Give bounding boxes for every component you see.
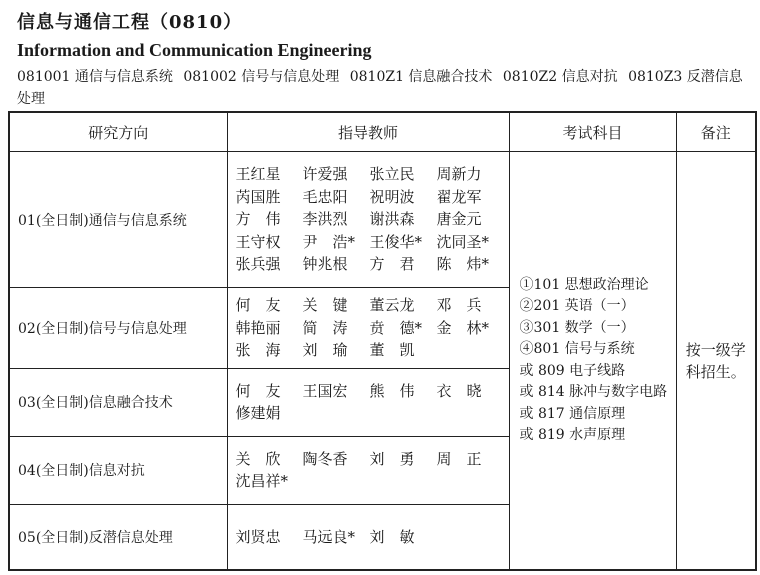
teacher-name: 王俊华* xyxy=(369,232,423,251)
teacher-name: 刘 敏 xyxy=(369,527,415,546)
teachers-cell xyxy=(227,288,509,369)
teacher-name: 关 欣 xyxy=(235,449,281,468)
teacher-name: 张立民 xyxy=(369,165,415,184)
teacher-name: 张 海 xyxy=(235,341,281,359)
teachers-cell xyxy=(227,504,509,570)
header-subjects: 考试科目 xyxy=(509,112,676,152)
teacher-line xyxy=(236,317,501,340)
teacher-name: 陶冬香 xyxy=(302,449,348,468)
teacher-name: 李洪烈 xyxy=(302,210,348,229)
teacher-name: 关 键 xyxy=(302,296,348,314)
teacher-name: 王守权 xyxy=(235,232,281,251)
teacher-line xyxy=(236,339,501,362)
teacher-line xyxy=(236,253,501,276)
teacher-name: 翟龙军 xyxy=(436,187,482,206)
teacher-line xyxy=(236,231,501,254)
direction-cell: 05(全日制)反潜信息处理 xyxy=(9,504,227,570)
direction-cell: 02(全日制)信号与信息处理 xyxy=(9,288,227,369)
discipline-codes xyxy=(17,66,747,110)
teacher-line xyxy=(236,402,501,425)
page-title-en: Information and Communication Engineering xyxy=(17,40,372,60)
teacher-name: 尹 浩* xyxy=(302,232,356,251)
teacher-name: 邓 兵 xyxy=(436,296,482,314)
teacher-line xyxy=(236,380,501,403)
teacher-line xyxy=(236,470,501,493)
teacher-name: 简 涛 xyxy=(302,318,348,337)
subject-item: 或 809 电子线路 xyxy=(519,362,626,379)
header-note: 备注 xyxy=(676,112,756,152)
teacher-name: 董云龙 xyxy=(369,296,415,314)
direction-cell: 01(全日制)通信与信息系统 xyxy=(9,152,227,288)
teacher-name: 韩艳丽 xyxy=(235,318,281,337)
direction-cell: 03(全日制)信息融合技术 xyxy=(9,368,227,436)
teacher-line xyxy=(236,526,501,549)
teacher-name: 王红星 xyxy=(235,165,281,184)
header-direction: 研究方向 xyxy=(9,112,227,152)
teacher-name: 何 友 xyxy=(235,381,281,400)
subject-item: ④801 信号与系统 xyxy=(519,341,635,357)
teacher-name: 祝明波 xyxy=(369,187,415,206)
teachers-cell xyxy=(227,368,509,436)
teacher-line xyxy=(236,294,501,317)
teacher-name: 张兵强 xyxy=(235,255,281,274)
teacher-name: 刘 瑜 xyxy=(302,341,348,359)
subject-item: ③301 数学（一） xyxy=(519,319,635,336)
table-row xyxy=(9,152,756,288)
teachers-cell xyxy=(227,152,509,288)
teacher-name: 修建娟 xyxy=(235,404,281,422)
code-0810Z3: 0810Z3 反潜信息处理 xyxy=(17,69,743,107)
subject-item: 或 817 通信原理 xyxy=(519,405,626,422)
note-cell xyxy=(676,152,756,571)
teacher-name: 周新力 xyxy=(436,165,482,184)
teacher-name: 王国宏 xyxy=(302,381,348,400)
teacher-name: 刘贤忠 xyxy=(235,527,281,546)
teacher-line xyxy=(236,448,501,471)
teacher-name: 毛忠阳 xyxy=(302,187,348,206)
teacher-name: 谢洪森 xyxy=(369,210,415,229)
note-line: 按一级学 xyxy=(685,340,746,359)
subject-item: 或 814 脉冲与数字电路 xyxy=(519,384,668,400)
teacher-name: 衣 晓 xyxy=(436,381,482,400)
subject-item: 或 819 水声原理 xyxy=(519,427,626,443)
teacher-name: 陈 炜* xyxy=(436,255,490,274)
teacher-name: 方 君 xyxy=(369,255,415,274)
teacher-name: 金 林* xyxy=(436,318,490,337)
note-line: 科招生。 xyxy=(685,362,746,381)
teacher-line xyxy=(236,186,501,209)
teachers-cell xyxy=(227,436,509,504)
header-teachers: 指导教师 xyxy=(227,112,509,152)
teacher-name: 沈昌祥* xyxy=(235,472,289,490)
code-0810Z1: 0810Z1 信息融合技术 xyxy=(349,69,493,85)
subject-item: ②201 英语（一） xyxy=(519,298,635,314)
subjects-cell xyxy=(509,152,676,571)
teacher-name: 刘 勇 xyxy=(369,449,415,468)
teacher-name: 唐金元 xyxy=(436,210,482,229)
program-table xyxy=(8,111,757,571)
teacher-name: 贲 德* xyxy=(369,318,423,337)
code-081001: 081001 通信与信息系统 xyxy=(17,69,173,85)
page-title-cn: 信息与通信工程（0810） xyxy=(17,12,243,33)
teacher-name: 董 凯 xyxy=(369,341,415,359)
teacher-name: 马远良* xyxy=(302,527,356,546)
teacher-line xyxy=(236,163,501,186)
teacher-name: 何 友 xyxy=(235,296,281,314)
teacher-name: 沈同圣* xyxy=(436,232,490,251)
subject-item: ①101 思想政治理论 xyxy=(519,276,649,293)
teacher-line xyxy=(236,208,501,231)
teacher-name: 周 正 xyxy=(436,449,482,468)
teacher-name: 方 伟 xyxy=(235,210,281,229)
teacher-name: 芮国胜 xyxy=(235,187,281,206)
code-081002: 081002 信号与信息处理 xyxy=(183,69,340,85)
teacher-name: 钟兆根 xyxy=(302,255,348,274)
code-0810Z2: 0810Z2 信息对抗 xyxy=(502,69,618,85)
teacher-name: 许爱强 xyxy=(302,165,348,184)
teacher-name: 熊 伟 xyxy=(369,381,415,400)
table-header-row xyxy=(9,112,756,152)
direction-cell: 04(全日制)信息对抗 xyxy=(9,436,227,504)
